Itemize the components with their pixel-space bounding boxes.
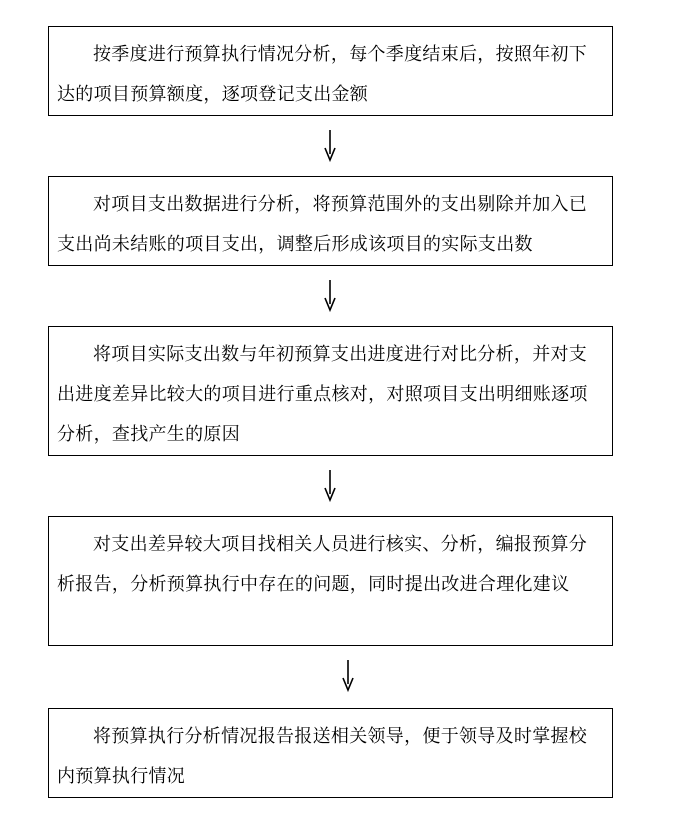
down-arrow-icon — [322, 130, 338, 162]
step-2-box — [48, 176, 613, 266]
step-3-text: 将项目实际支出数与年初预算支出进度进行对比分析，并对支出进度差异比较大的项目进行重点核对，对照项目支出明细账逐项分析，查找产生的原因 — [57, 344, 588, 445]
down-arrow-icon — [322, 280, 338, 312]
step-4-text: 对支出差异较大项目找相关人员进行核实、分析，编报预算分析报告，分析预算执行中存在的问题，同时提出改进合理化建议 — [57, 534, 588, 595]
down-arrow-icon — [340, 660, 356, 692]
step-1-box — [48, 26, 613, 116]
step-2-text: 对项目支出数据进行分析，将预算范围外的支出剔除并加入已支出尚未结账的项目支出，调整后形成该项目的实际支出数 — [57, 194, 588, 255]
step-4-box — [48, 516, 613, 646]
step-3-box — [48, 326, 613, 456]
step-5-text: 将预算执行分析情况报告报送相关领导，便于领导及时掌握校内预算执行情况 — [57, 726, 588, 787]
down-arrow-icon — [322, 470, 338, 502]
step-5-box — [48, 708, 613, 798]
step-1-text: 按季度进行预算执行情况分析，每个季度结束后，按照年初下达的项目预算额度，逐项登记支出金额 — [57, 44, 588, 105]
